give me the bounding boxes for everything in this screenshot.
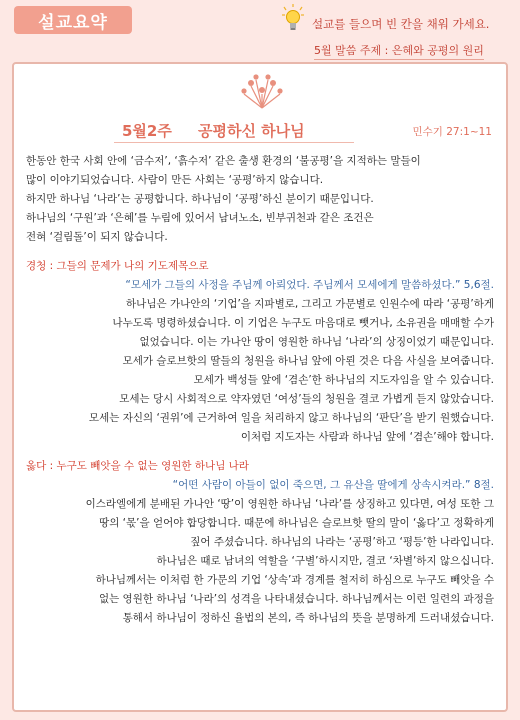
section1-line: 없었습니다. 이는 가나안 땅이 영원한 하나님 ‘나라’의 상징이었기 때문입니다.	[139, 336, 494, 348]
section1-line: 나누도록 명령하셨습니다. 이 기업은 누구도 마음대로 뺏거나, 소유권을 매매할 수가	[112, 317, 494, 329]
intro-line: 하지만 하나님 ‘나라’는 공평합니다. 하나님이 ‘공평’하신 분이기 때문입니다.	[26, 193, 374, 205]
header-tab-title: 설교요약	[14, 6, 132, 34]
title-underline	[114, 142, 354, 143]
section1-line: 모세가 백성들 앞에 ‘겸손’한 하나님의 지도자임을 알 수 있습니다.	[193, 374, 494, 386]
section1-line: 모세는 당시 사회적으로 약자였던 ‘여성’들의 청원을 결코 가볍게 듣지 않았습니다.	[119, 393, 494, 405]
section2-line: 통해서 하나님이 정하신 율법의 본의, 즉 하나님의 뜻을 분명하게 드러내셨습니다.	[122, 612, 494, 624]
section1-line: 모세는 자신의 ‘권위’에 근거하여 일을 처리하지 않고 하나님의 ‘판단’을 받기 원했습니다.	[88, 412, 494, 424]
section1-heading: 경청 : 그들의 문제가 나의 기도제목으로	[26, 260, 209, 272]
intro-line: 한동안 한국 사회 안에 ‘금수저’, ‘흙수저’ 같은 출생 환경의 ‘불공평’을 지적하는 말들이	[26, 155, 421, 167]
section2-line: 없는 영원한 하나님 ‘나라’의 성격을 나타내셨습니다. 하나님께서는 이런 일련의 과정을	[98, 593, 494, 605]
sermon-week: 5월2주	[122, 122, 172, 140]
section1-line: 하나님은 가나안의 ‘기업’을 지파별로, 그리고 가문별로 인원수에 따라 ‘공평’하게	[126, 298, 494, 310]
sermon-body	[26, 152, 494, 628]
title-row	[14, 120, 506, 144]
flower-icon	[239, 72, 285, 110]
instruction-note: 설교를 들으며 빈 칸을 채워 가세요.	[312, 17, 490, 31]
section2-line: 짚어 주셨습니다. 하나님의 나라는 ‘공평’하고 ‘평등’한 나라입니다.	[190, 536, 494, 548]
sermon-title: 공평하신 하나님	[198, 122, 305, 140]
section1-line: 모세가 슬로브핫의 딸들의 청원을 하나님 앞에 아뢴 것은 다음 사실을 보여줍니다.	[122, 355, 494, 367]
section2-line: 땅의 ‘몫’을 얻어야 합당합니다. 때문에 하나님은 슬로브핫 딸의 말이 ‘옳다’고 정확하게	[99, 517, 494, 529]
section1-quote: “모세가 그들의 사정을 주님께 아뢰었다. 주님께서 모세에게 말씀하셨다.” 5,6절.	[125, 279, 494, 291]
section2-line: 하나님께서는 이처럼 한 가문의 기업 ‘상속’과 경계를 철저히 하심으로 누구도 빼앗을 수	[95, 574, 494, 586]
section1-line: 이처럼 지도자는 사람과 하나님 앞에 ‘겸손’해야 합니다.	[240, 431, 494, 443]
intro-line: 많이 이야기되었습니다. 사람이 만든 사회는 ‘공평’하지 않습니다.	[26, 174, 324, 186]
section2-line: 이스라엘에게 분배된 가나안 ‘땅’이 영원한 하나님 ‘나라’를 상징하고 있다면, 여성 또한 그	[85, 498, 494, 510]
intro-line: 하나님의 ‘구원’과 ‘은혜’를 누림에 있어서 남녀노소, 빈부귀천과 같은 조건은	[26, 212, 374, 224]
section2-quote: “어떤 사람이 아들이 없이 죽으면, 그 유산을 딸에게 상속시켜라.” 8절.	[172, 479, 494, 491]
lightbulb-icon	[282, 4, 304, 34]
section2-heading: 옳다 : 누구도 빼앗을 수 없는 영원한 하나님 나라	[26, 460, 249, 472]
scripture-reference: 민수기 27:1~11	[412, 126, 492, 138]
section2-line: 하나님은 때로 남녀의 역할을 ‘구별’하시지만, 결코 ‘차별’하지 않으십니다.	[156, 555, 494, 567]
intro-line: 전혀 ‘걸림돌’이 되지 않습니다.	[26, 231, 168, 243]
sermon-card	[12, 62, 508, 712]
monthly-theme: 5월 말씀 주제 : 은혜와 공평의 원리	[314, 42, 484, 60]
